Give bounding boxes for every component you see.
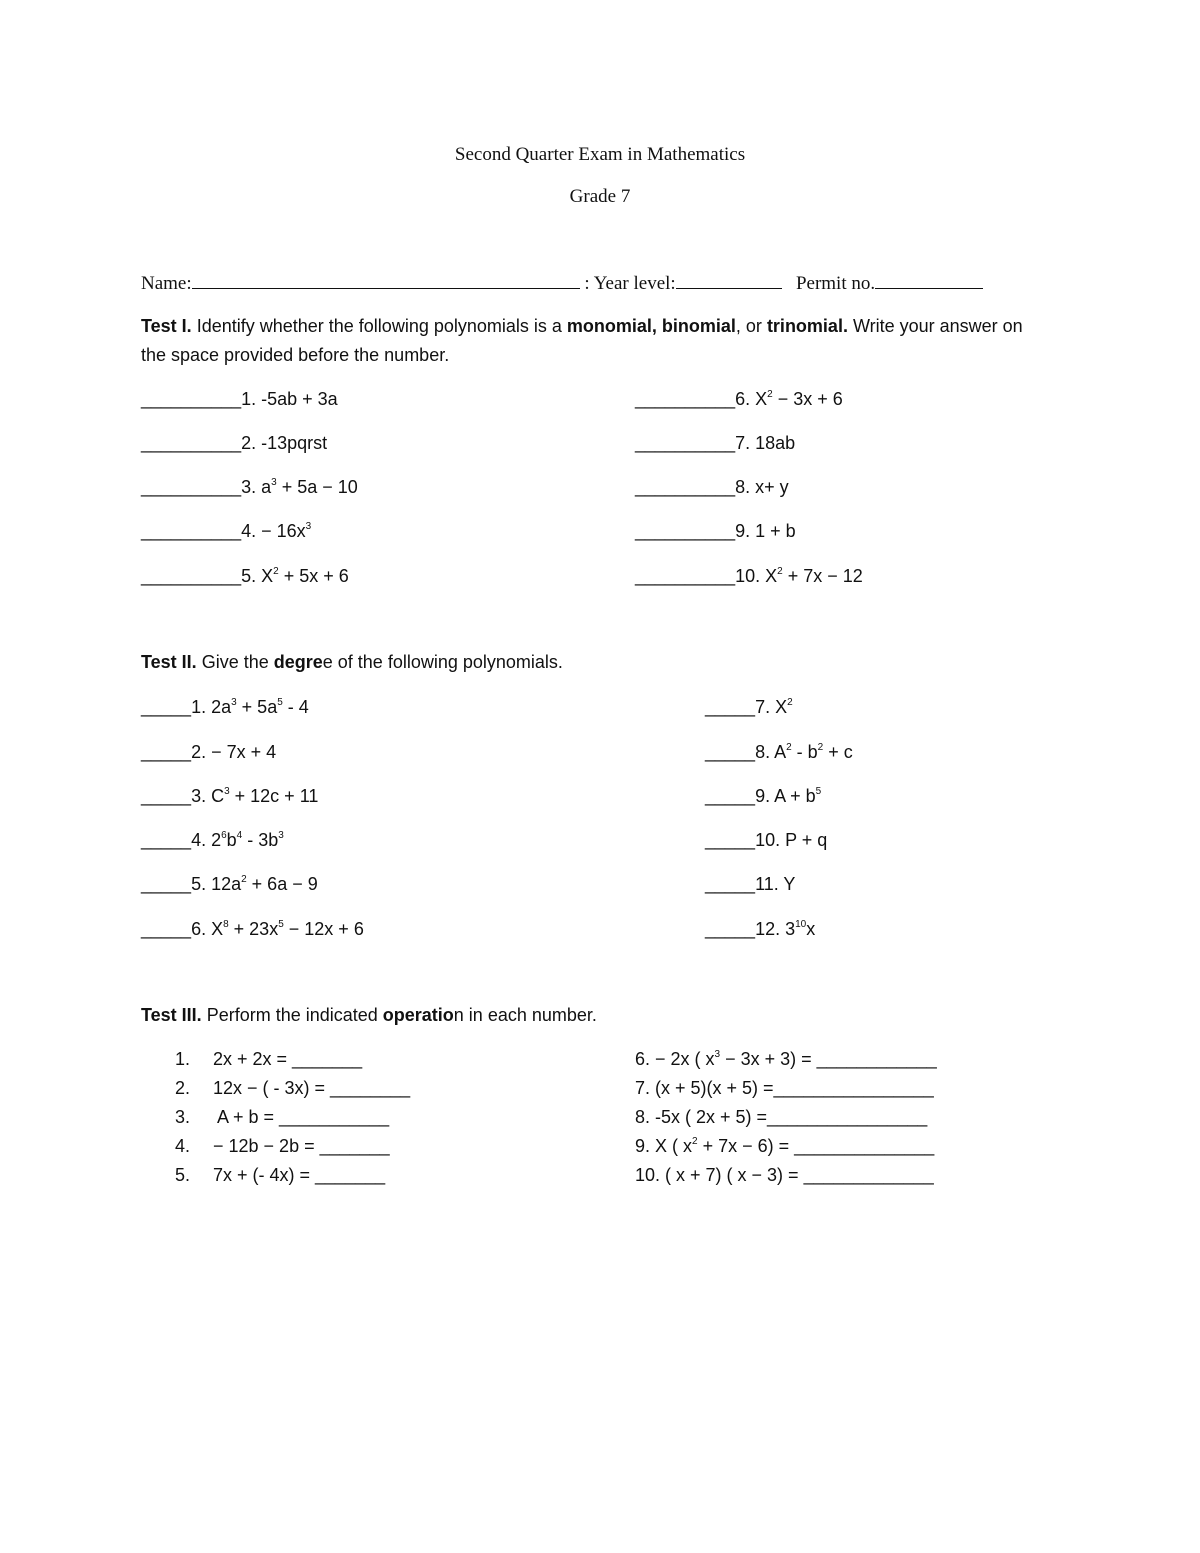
test2-item-5 [141,873,318,895]
exponent: 3 [271,477,277,488]
test2-instr-text: Give the [196,652,274,672]
test3-item-6 [635,1048,937,1070]
permit-blank[interactable] [875,272,983,289]
test2-instr-bold: degre [273,652,323,672]
item-text: + c [823,742,853,762]
answer-blank[interactable]: _____ [141,874,192,894]
answer-blank[interactable]: _____ [141,742,192,762]
answer-blank[interactable]: __________ [141,433,242,453]
test3-instr-bold: operatio [382,1005,454,1025]
answer-blank[interactable]: _____ [705,697,756,717]
item-text: 5. 12a [191,874,242,894]
test3-item-5 [175,1164,385,1186]
test3-instr-text-2: n in each number. [453,1005,597,1025]
test3-item-1 [175,1048,362,1070]
answer-blank[interactable]: _____ [141,830,192,850]
test2-item-12 [705,918,815,940]
item-text: 6. − 2x ( x [635,1049,715,1069]
item-text: 1. -5ab + 3a [241,389,338,409]
test1-item-1 [141,388,338,410]
item-text: 10. X [735,566,778,586]
test2-item-1 [141,696,309,718]
answer-blank[interactable]: _____ [705,786,756,806]
item-text: - 4 [282,697,309,717]
item-text: 7. (x + 5)(x + 5) =________________ [635,1078,934,1098]
exam-title: Second Quarter Exam in Mathematics [454,144,746,165]
item-text: 10. ( x + 7) ( x − 3) = _____________ [635,1165,934,1185]
item-text: - 3b [242,830,279,850]
test1-instr-text-2: , or [735,316,767,336]
test2-item-3 [141,785,318,807]
test1-item-6 [635,388,843,410]
exponent: 5 [278,919,284,930]
exponent: 6 [221,830,227,841]
exponent: 2 [241,874,247,885]
item-text: − 12b − 2b = _______ [213,1136,390,1156]
test3-instructions [141,1001,1041,1030]
item-text: + 5a − 10 [276,477,358,497]
test2-item-7 [705,696,793,718]
test1-instr-text-3: Write your answer on the space provided before the number. [141,316,1023,365]
test2-item-8 [705,741,853,763]
student-info-line [141,272,1021,295]
item-text: 2x + 2x = _______ [213,1049,363,1069]
test1-item-3 [141,476,358,498]
item-text: 2. -13pqrst [241,433,328,453]
item-text: − 3x + 6 [772,389,843,409]
year-level-blank[interactable] [676,272,782,289]
item-text: 7. 18ab [735,433,796,453]
test2-item-4 [141,829,284,851]
test1-instructions [141,312,1041,370]
item-text: + 12c + 11 [229,786,319,806]
answer-blank[interactable]: _____ [705,830,756,850]
exponent: 2 [787,697,793,708]
answer-blank[interactable]: _____ [705,919,756,939]
test3-item-9 [635,1135,934,1157]
exponent: 5 [815,786,822,797]
answer-blank[interactable]: __________ [635,433,736,453]
item-text: + 7x − 12 [782,566,863,586]
exponent: 3 [305,521,312,532]
answer-blank[interactable]: __________ [141,477,242,497]
item-text: 9. A + b [755,786,816,806]
item-text: + 5a [236,697,278,717]
answer-blank[interactable]: __________ [141,566,242,586]
item-text: 8. -5x ( 2x + 5) =________________ [635,1107,928,1127]
exponent: 3 [224,786,230,797]
test1-item-7 [635,432,795,454]
exponent: 2 [777,566,783,577]
test2-item-2 [141,741,276,763]
item-number: 1. [175,1049,191,1069]
test1-item-10 [635,565,863,587]
item-number: 5. [175,1165,191,1185]
test2-instructions [141,648,1041,677]
item-text: 4. 2 [191,830,222,850]
item-number: 3. [175,1107,191,1127]
answer-blank[interactable]: __________ [635,477,736,497]
test1-item-4 [141,520,311,542]
test1-item-9 [635,520,796,542]
name-label: Name: [141,273,192,294]
exponent: 3 [231,697,237,708]
test2-item-10 [705,829,827,851]
answer-blank[interactable]: _____ [705,742,756,762]
item-text: b [226,830,237,850]
answer-blank[interactable]: _____ [141,919,192,939]
permit-label: Permit no. [795,273,876,294]
grade-label: Grade 7 [569,186,631,207]
item-text: 6. X [191,919,224,939]
answer-blank[interactable]: _____ [705,874,756,894]
test2-label: Test II. [141,652,197,672]
item-text: − 12x + 6 [283,919,364,939]
answer-blank[interactable]: __________ [635,521,736,541]
item-text: 7x + (- 4x) = _______ [213,1165,386,1185]
test3-item-8 [635,1106,927,1128]
item-text: - b [791,742,818,762]
item-text: A + b = ___________ [213,1107,390,1127]
test1-instr-bold-1: monomial, binomial [566,316,736,336]
item-text: 7. X [755,697,788,717]
test3-item-10 [635,1164,934,1186]
item-text: + 5x + 6 [278,566,349,586]
item-text: + 23x [228,919,279,939]
item-text: 9. X ( x [635,1136,693,1156]
item-number: 4. [175,1136,191,1156]
test2-item-9 [705,785,821,807]
item-text: 3. a [241,477,272,497]
item-text: 2. − 7x + 4 [191,742,277,762]
test1-label: Test I. [141,316,192,336]
item-text: 11. Y [755,874,796,894]
item-text: 10. P + q [755,830,828,850]
test2-item-11 [705,873,795,895]
test3-item-7 [635,1077,934,1099]
test3-instr-text: Perform the indicated [201,1005,383,1025]
item-text: 12. 3 [755,919,796,939]
exponent: 2 [767,389,773,400]
test3-item-4 [175,1135,390,1157]
answer-blank[interactable]: __________ [141,521,242,541]
test3-item-3 [175,1106,389,1128]
name-blank[interactable] [192,272,580,289]
answer-blank[interactable]: __________ [141,389,242,409]
item-text: 3. C [191,786,225,806]
test1-instr-text: Identify whether the following polynomials is a [196,316,567,336]
item-text: + 6a − 9 [246,874,318,894]
test3-item-2 [175,1077,410,1099]
item-text: x [806,919,816,939]
answer-blank[interactable]: __________ [635,389,736,409]
exponent: 4 [236,830,243,841]
exponent: 2 [273,566,279,577]
test1-instr-bold-2: trinomial. [766,316,848,336]
item-text: 12x − ( - 3x) = ________ [213,1078,411,1098]
exponent: 3 [714,1049,721,1060]
item-text: 6. X [735,389,768,409]
exponent: 2 [786,742,792,753]
test2-instr-text-2: e of the following polynomials. [322,652,563,672]
answer-blank[interactable]: __________ [635,566,736,586]
item-text: − 3x + 3) = ____________ [720,1049,937,1069]
exponent: 2 [817,742,824,753]
test1-item-5 [141,565,349,587]
exponent: 5 [277,697,283,708]
item-text: 8. A [755,742,787,762]
item-text: + 7x − 6) = ______________ [697,1136,935,1156]
item-text: 5. X [241,566,274,586]
test1-item-8 [635,476,789,498]
exponent: 8 [223,919,229,930]
exponent: 2 [692,1136,698,1147]
test2-item-6 [141,918,364,940]
item-text: 1. 2a [191,697,232,717]
test1-item-2 [141,432,327,454]
item-text: 9. 1 + b [735,521,796,541]
item-number: 2. [175,1078,191,1098]
answer-blank[interactable]: _____ [141,786,192,806]
exponent: 10 [795,919,807,930]
item-text: 8. x+ y [735,477,789,497]
test3-label: Test III. [141,1005,202,1025]
exponent: 3 [278,830,284,841]
year-level-label: : Year level: [584,273,676,294]
answer-blank[interactable]: _____ [141,697,192,717]
item-text: 4. − 16x [241,521,306,541]
